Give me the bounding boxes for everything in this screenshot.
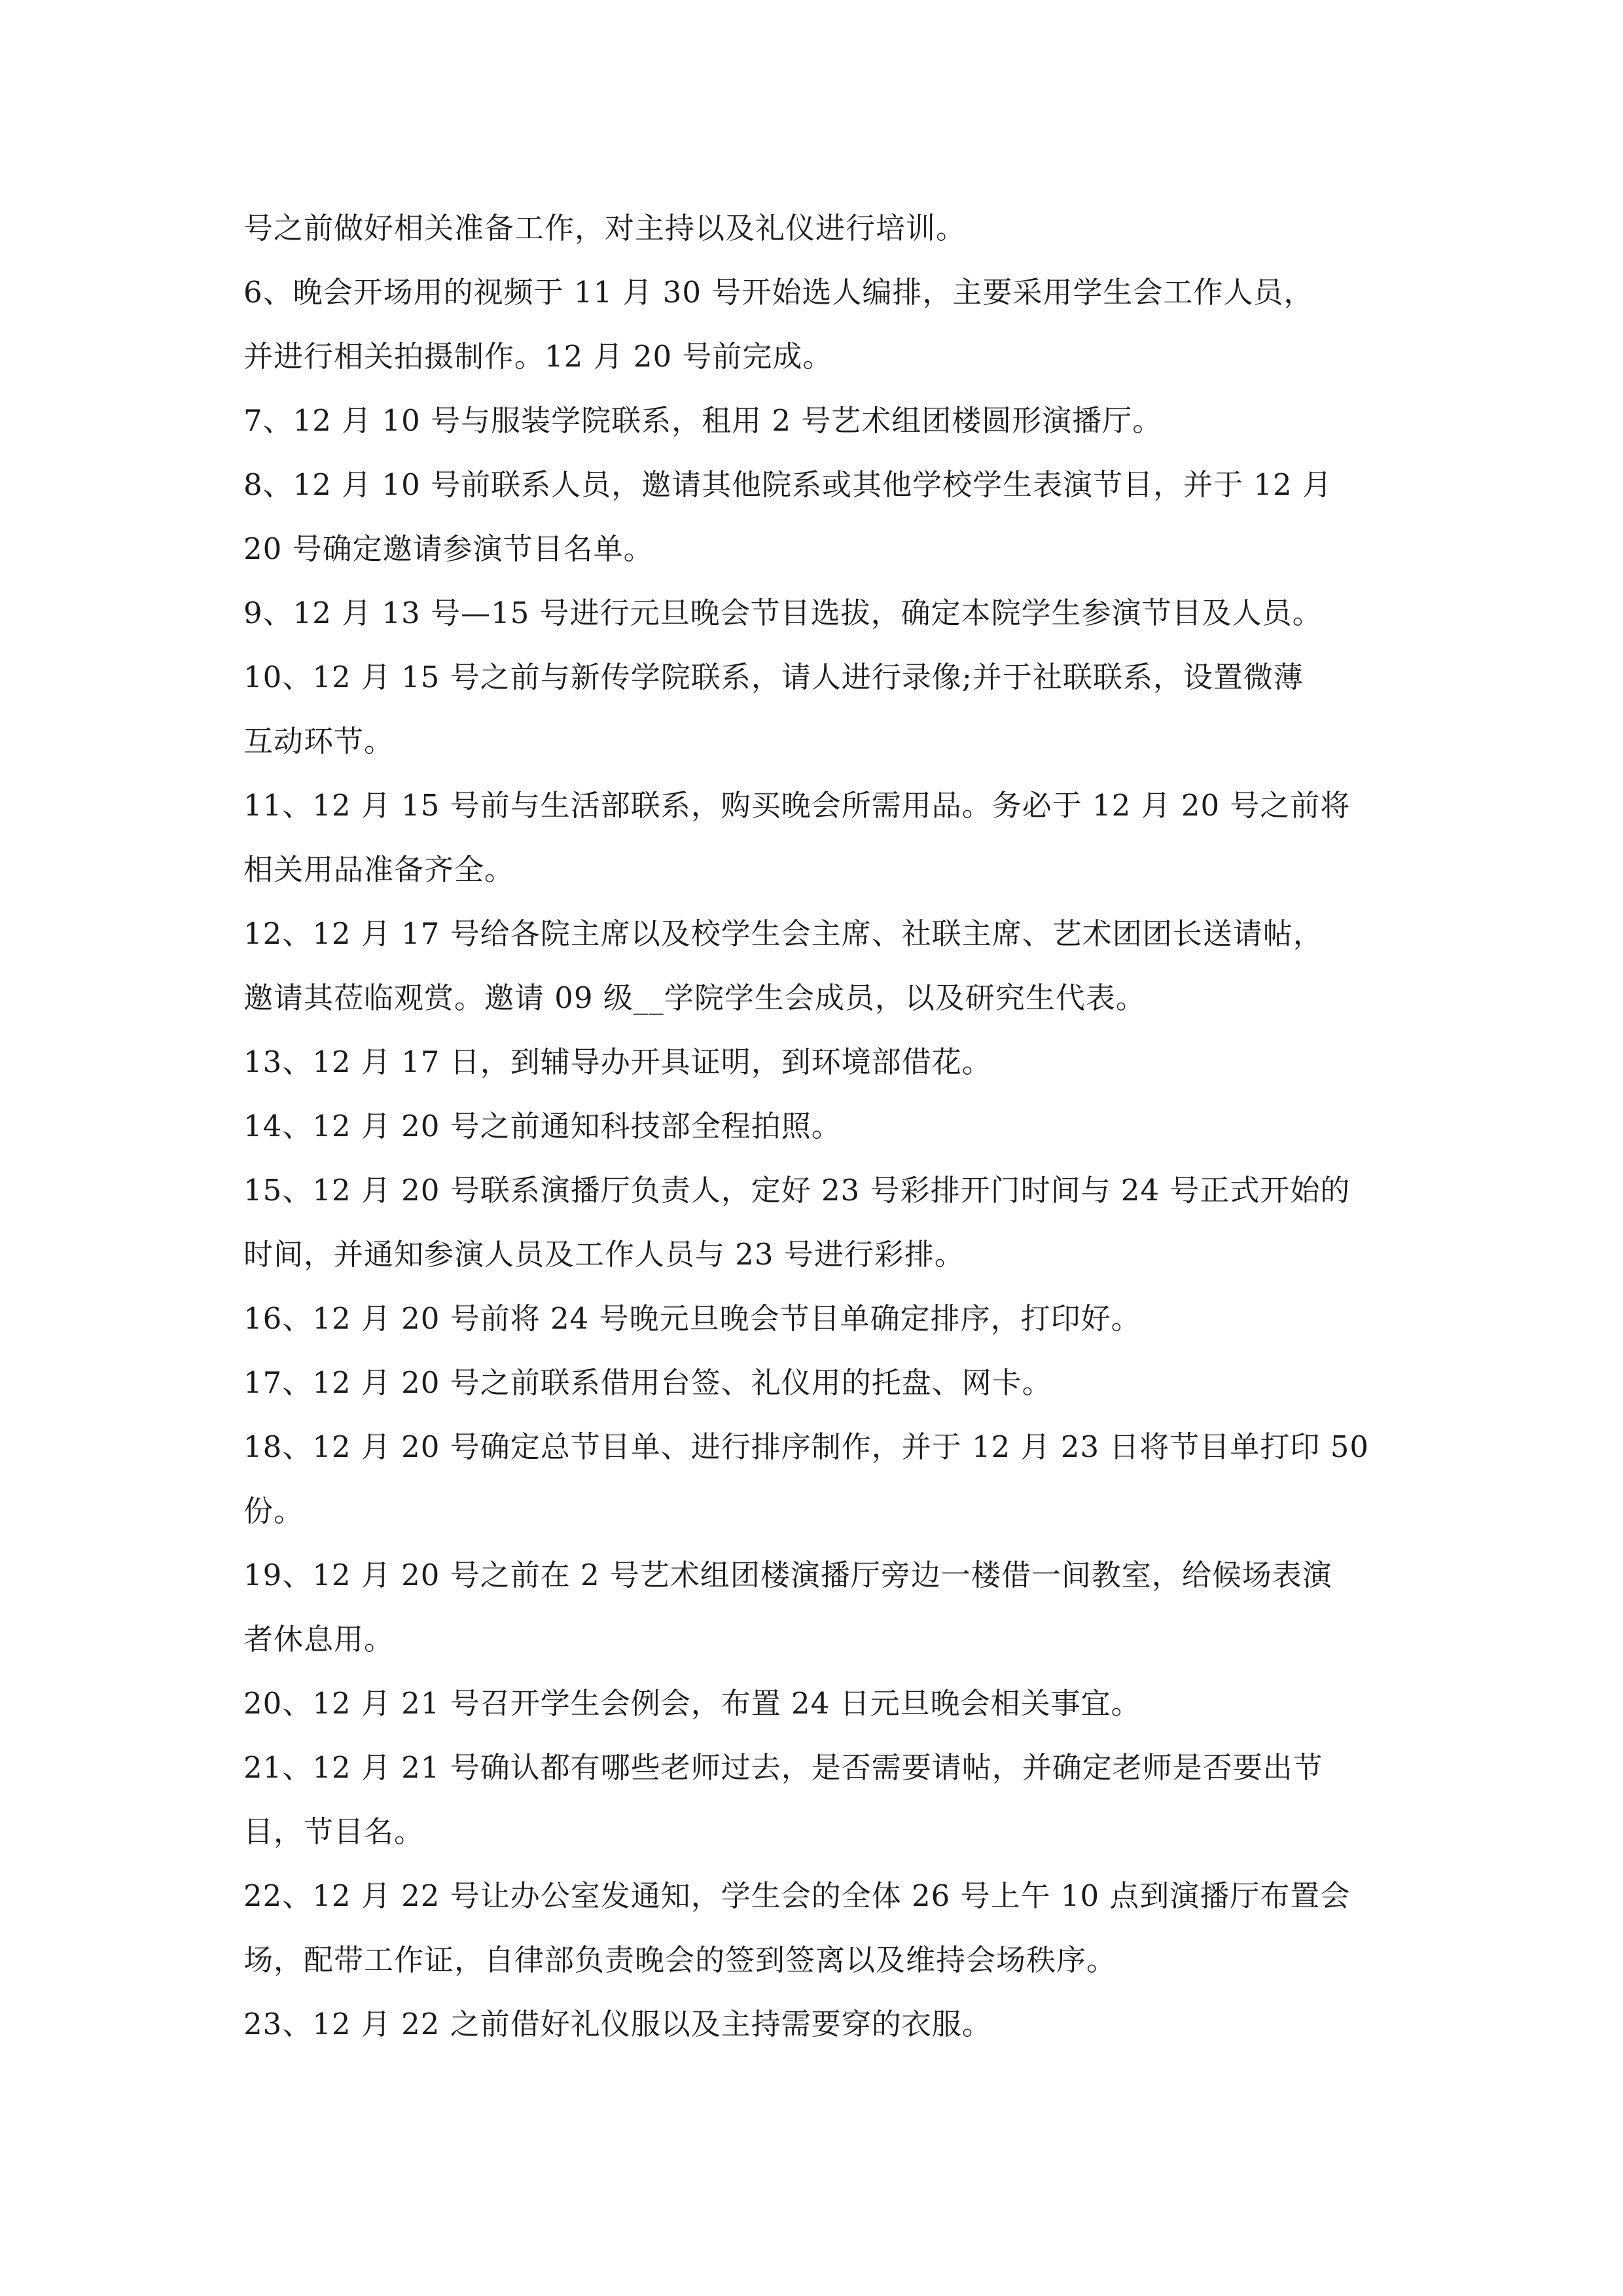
- text-line: 相关用品准备齐全。: [243, 852, 515, 887]
- text-line: 份。: [243, 1494, 304, 1528]
- text-line: 7、12 月 10 号与服装学院联系，租用 2 号艺术组团楼圆形演播厅。: [243, 403, 1163, 438]
- text-line: 15、12 月 20 号联系演播厅负责人，定好 23 号彩排开门时间与 24 号正式开始的: [243, 1173, 1351, 1208]
- text-line: 目，节目名。: [243, 1814, 425, 1849]
- text-line: 20 号确定邀请参演节目名单。: [243, 531, 654, 566]
- text-line: 者休息用。: [243, 1622, 395, 1657]
- text-line: 22、12 月 22 号让办公室发通知，学生会的全体 26 号上午 10 点到演播厅布置会: [243, 1878, 1351, 1913]
- text-line: 11、12 月 15 号前与生活部联系，购买晚会所需用品。务必于 12 月 20 号之前将: [243, 788, 1351, 823]
- text-line: 18、12 月 20 号确定总节目单、进行排序制作，并于 12 月 23 日将节目单打印 50: [243, 1429, 1370, 1464]
- text-line: 场，配带工作证，自律部负责晚会的签到签离以及维持会场秩序。: [243, 1943, 1117, 1977]
- text-line: 12、12 月 17 号给各院主席以及校学生会主席、社联主席、艺术团团长送请帖，: [243, 916, 1323, 951]
- text-line: 20、12 月 21 号召开学生会例会，布置 24 日元旦晚会相关事宜。: [243, 1686, 1141, 1721]
- text-line: 时间，并通知参演人员及工作人员与 23 号进行彩排。: [243, 1237, 965, 1272]
- text-line: 9、12 月 13 号—15 号进行元旦晚会节目选拔，确定本院学生参演节目及人员。: [243, 596, 1323, 630]
- text-line: 16、12 月 20 号前将 24 号晚元旦晚会节目单确定排序，打印好。: [243, 1301, 1141, 1336]
- text-line: 号之前做好相关准备工作，对主持以及礼仪进行培训。: [243, 211, 967, 245]
- text-line: 19、12 月 20 号之前在 2 号艺术组团楼演播厅旁边一楼借一间教室，给候场表演: [243, 1558, 1332, 1592]
- text-line: 23、12 月 22 之前借好礼仪服以及主持需要穿的衣服。: [243, 2007, 992, 2041]
- text-line: 10、12 月 15 号之前与新传学院联系，请人进行录像;并于社联联系，设置微薄: [243, 660, 1304, 694]
- text-line: 14、12 月 20 号之前通知科技部全程拍照。: [243, 1109, 842, 1143]
- document-body: [243, 196, 1390, 2056]
- text-line: 13、12 月 17 日，到辅导办开具证明，到环境部借花。: [243, 1045, 992, 1079]
- text-line: 17、12 月 20 号之前联系借用台签、礼仪用的托盘、网卡。: [243, 1365, 1052, 1400]
- text-line: 互动环节。: [243, 724, 395, 759]
- text-line: 并进行相关拍摄制作。12 月 20 号前完成。: [243, 339, 833, 374]
- text-line: 8、12 月 10 号前联系人员，邀请其他院系或其他学校学生表演节目，并于 12 月: [243, 467, 1332, 502]
- text-line: 6、晚会开场用的视频于 11 月 30 号开始选人编排，主要采用学生会工作人员，: [243, 275, 1314, 310]
- text-line: 21、12 月 21 号确认都有哪些老师过去，是否需要请帖，并确定老师是否要出节: [243, 1750, 1323, 1785]
- text-line: 邀请其莅临观赏。邀请 09 级__学院学生会成员，以及研究生代表。: [243, 980, 1146, 1015]
